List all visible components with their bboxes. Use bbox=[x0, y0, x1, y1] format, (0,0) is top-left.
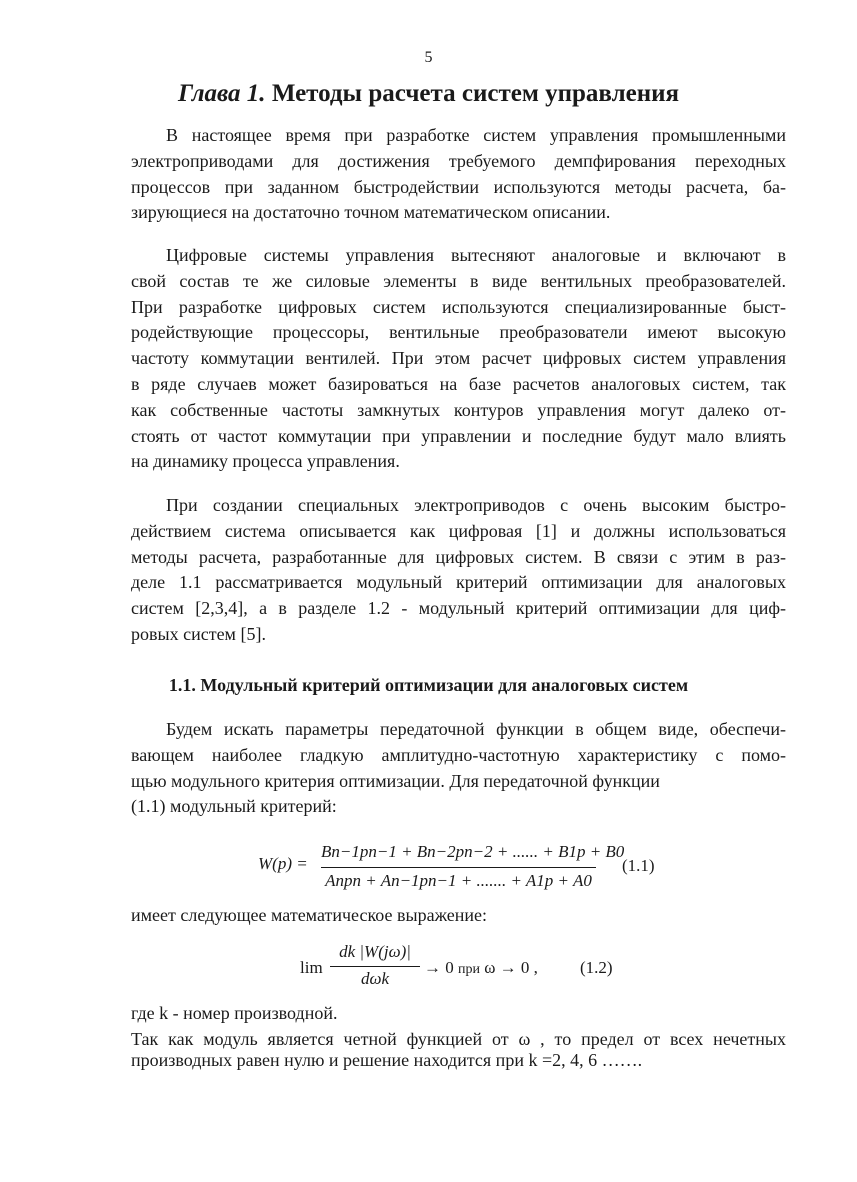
final-paragraph bbox=[131, 1029, 786, 1071]
equation-arrow: → 0 bbox=[424, 958, 454, 977]
paragraph-line: электроприводами для достижения требуемого демпфирования переходных bbox=[131, 150, 786, 171]
paragraph-line: (1.1) модульный критерий: bbox=[131, 796, 337, 817]
equation-lim: lim bbox=[300, 958, 323, 977]
paragraph-4 bbox=[131, 717, 786, 820]
paragraph-line: родействующие процессоры, вентильные преобразователи имеют высокую bbox=[131, 322, 786, 343]
paragraph-line: Будем искать параметры передаточной функции в общем виде, обеспечи- bbox=[166, 719, 786, 739]
paragraph-line: процессов при заданном быстродействии используются методы расчета, ба- bbox=[131, 176, 786, 197]
equation-1-2 bbox=[300, 940, 630, 990]
paragraph-line: зирующиеся на достаточно точном математическом описании. bbox=[131, 202, 611, 223]
paragraph-1 bbox=[131, 123, 786, 226]
equation-lhs: W(p) = bbox=[258, 854, 308, 873]
paragraph-line: деле 1.1 рассматривается модульный критерий оптимизации для аналоговых bbox=[131, 572, 786, 593]
fraction-bar bbox=[330, 966, 420, 967]
chapter-name: Методы расчета систем управления bbox=[271, 80, 680, 107]
chapter-label: Глава 1. bbox=[177, 80, 266, 107]
paragraph-line: Цифровые системы управления вытесняют аналоговые и включают в bbox=[166, 245, 786, 265]
equation-number: (1.1) bbox=[622, 856, 655, 875]
fraction-bar bbox=[321, 867, 596, 868]
equation-numerator: Bn−1pn−1 + Bn−2pn−2 + ...... + B1p + B0 bbox=[321, 842, 625, 861]
paragraph-line: стоять от частот коммутации при управлении и последние будут мало влиять bbox=[131, 425, 786, 446]
paragraph-2 bbox=[131, 243, 786, 475]
paragraph-line: на динамику процесса управления. bbox=[131, 451, 400, 472]
paragraph-line: В настоящее время при разработке систем управления промышленными bbox=[166, 125, 786, 145]
paragraph-line: систем [2,3,4], а в разделе 1.2 - модульный критерий оптимизации для циф- bbox=[131, 598, 786, 619]
paragraph-line: производных равен нулю и решение находится при k =2, 4, 6 ……. bbox=[131, 1050, 643, 1070]
paragraph-line: методы расчета, разработанные для цифровых систем. В связи с этим в раз- bbox=[131, 546, 786, 567]
chapter-title bbox=[0, 80, 857, 108]
page-number: 5 bbox=[424, 49, 433, 66]
paragraph-line: частоту коммутации вентилей. При этом расчет цифровых систем управления bbox=[131, 348, 786, 369]
equation-numerator: dk |W(jω)| bbox=[339, 942, 411, 961]
equation-condition: ω → 0 , bbox=[484, 958, 538, 977]
paragraph-line: свой состав те же силовые элементы в виде вентильных преобразователей. bbox=[131, 270, 786, 291]
equation-denominator: Anpn + An−1pn−1 + ....... + A1p + A0 bbox=[325, 871, 592, 890]
equation-number: (1.2) bbox=[580, 958, 613, 977]
equation-tail bbox=[424, 958, 538, 978]
paragraph-line: При разработке цифровых систем используются специализированные быст- bbox=[131, 296, 786, 317]
paragraph-line: вающем наиболее гладкую амплитудно-частотную характеристику с помо- bbox=[131, 744, 786, 765]
equation-1-1 bbox=[258, 838, 678, 898]
equation-pri: при bbox=[458, 962, 480, 977]
paragraph-line: Так как модуль является четной функцией от ω , то предел от всех нечетных bbox=[131, 1029, 786, 1049]
derivative-note: где k - номер производной. bbox=[131, 1003, 338, 1023]
paragraph-3 bbox=[131, 493, 786, 648]
paragraph-line: щью модульного критерия оптимизации. Для передаточной функции bbox=[131, 770, 660, 791]
equation-denominator: dωk bbox=[360, 969, 390, 988]
paragraph-line: действием система описывается как цифровая [1] и должны использоваться bbox=[131, 520, 786, 541]
paragraph-line: в ряде случаев может базироваться на базе расчетов аналоговых систем, так bbox=[131, 373, 786, 394]
section-heading: 1.1. Модульный критерий оптимизации для аналоговых систем bbox=[168, 675, 689, 695]
paragraph-line: как собственные частоты замкнутых контуров управления могут далеко от- bbox=[131, 399, 786, 420]
paragraph-line: ровых систем [5]. bbox=[131, 623, 266, 644]
paragraph-line: При создании специальных электроприводов с очень высоким быстро- bbox=[166, 495, 786, 515]
text-after-equation-1: имеет следующее математическое выражение: bbox=[131, 905, 488, 925]
